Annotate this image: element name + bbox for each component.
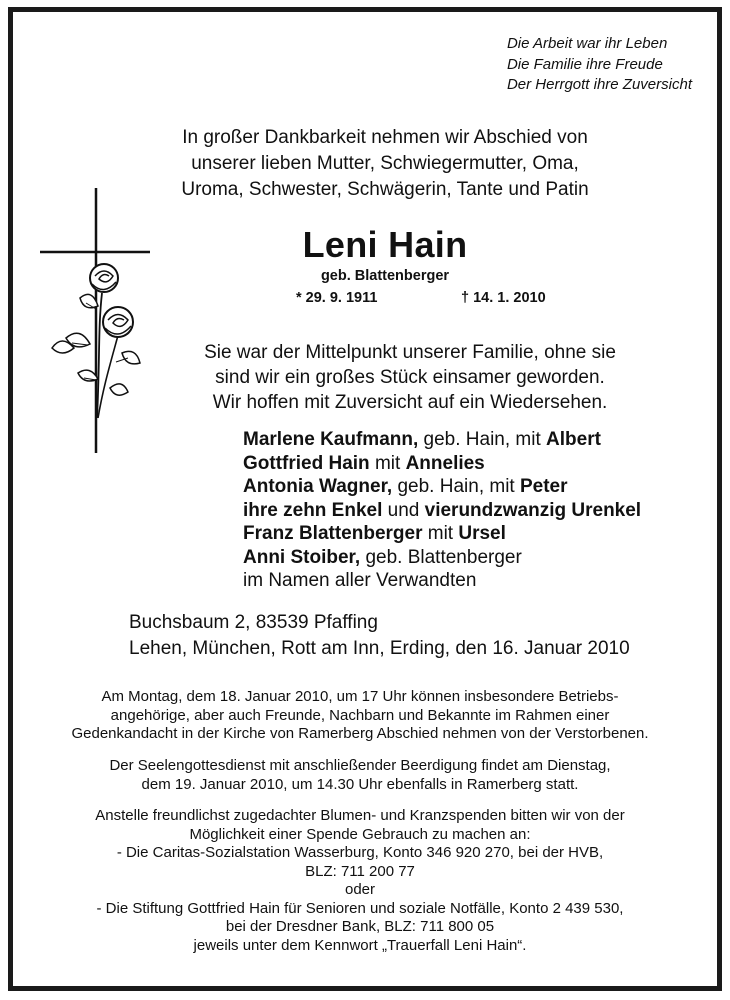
notice-line: Anstelle freundlichst zugedachter Blumen- und Kranzspenden bitten wir von der bbox=[95, 807, 625, 824]
maiden-name: geb. Blattenberger bbox=[320, 268, 450, 284]
mourner-note: geb. Hain, mit bbox=[418, 429, 547, 450]
mourner-name: Peter bbox=[519, 476, 568, 497]
quote-line: Wir hoffen mit Zuversicht auf ein Wiedersehen. bbox=[212, 392, 608, 413]
intro-line: unserer lieben Mutter, Schwiegermutter, Oma, bbox=[191, 153, 579, 174]
mourner-row bbox=[243, 428, 641, 452]
deceased-name: Leni Hain bbox=[302, 224, 468, 265]
notice-line: bei der Dresdner Bank, BLZ: 711 800 05 bbox=[225, 918, 495, 935]
motto-line: Die Familie ihre Freude bbox=[506, 55, 663, 73]
mourner-note: mit bbox=[369, 452, 406, 474]
mourner-name: ihre zehn Enkel bbox=[243, 499, 383, 521]
mourner-note: mit bbox=[422, 523, 459, 544]
mourner-name: Annelies bbox=[405, 452, 485, 474]
mourners-list bbox=[243, 428, 641, 593]
motto-line: Die Arbeit war ihr Leben bbox=[506, 35, 668, 52]
quote-line: Sie war der Mittelpunkt unserer Familie, ohne sie bbox=[204, 342, 616, 363]
mourner-name: Gottfried Hain bbox=[243, 452, 370, 474]
donation-notice bbox=[30, 807, 690, 955]
mourner-note: geb. Blattenberger bbox=[360, 546, 522, 568]
cross-with-roses-icon bbox=[40, 188, 152, 453]
mourner-note: geb. Hain, mit bbox=[392, 476, 520, 497]
birth-date: * 29. 9. 1911 bbox=[296, 290, 378, 306]
notice-line: jeweils unter dem Kennwort „Trauerfall Leni Hain“. bbox=[193, 936, 527, 954]
mourner-name: Antonia Wagner, bbox=[243, 476, 393, 497]
mourner-name: Ursel bbox=[458, 523, 506, 544]
motto-line: Der Herrgott ihre Zuversicht bbox=[506, 76, 692, 93]
motto bbox=[507, 34, 692, 96]
quote-line: sind wir ein großes Stück einsamer geworden. bbox=[215, 367, 605, 388]
intro-text bbox=[150, 125, 620, 203]
mourner-row bbox=[243, 475, 641, 499]
mourner-name: vierundzwanzig Urenkel bbox=[424, 499, 642, 521]
notice-line: Gedenkandacht in der Kirche von Ramerberg Abschied nehmen von der Verstorbenen. bbox=[71, 725, 649, 742]
mourner-name: Albert bbox=[546, 429, 601, 450]
notice-line: angehörige, aber auch Freunde, Nachbarn und Bekannte im Rahmen einer bbox=[110, 706, 610, 724]
notice-line: BLZ: 711 200 77 bbox=[305, 862, 415, 880]
notice-line: Möglichkeit einer Spende Gebrauch zu machen an: bbox=[189, 825, 531, 843]
notice-line: - Die Stiftung Gottfried Hain für Senioren und soziale Notfälle, Konto 2 439 530, bbox=[96, 899, 624, 917]
mourner-name: Franz Blattenberger bbox=[243, 523, 423, 544]
notice-line: oder bbox=[344, 881, 376, 898]
address: Buchsbaum 2, 83539 Pfaffing bbox=[129, 612, 378, 633]
mourner-name: Anni Stoiber, bbox=[243, 546, 361, 568]
notice-line: Am Montag, dem 18. Januar 2010, um 17 Uhr können insbesondere Betriebs- bbox=[101, 688, 619, 705]
mourner-row bbox=[243, 499, 641, 523]
dateline: Lehen, München, Rott am Inn, Erding, den 16. Januar 2010 bbox=[129, 638, 630, 659]
mourner-name: Marlene Kaufmann, bbox=[243, 429, 419, 450]
memorial-quote bbox=[150, 340, 670, 415]
mourner-note: und bbox=[382, 499, 425, 521]
funeral-notice bbox=[30, 757, 690, 794]
mourner-row: im Namen aller Verwandten bbox=[243, 570, 477, 591]
address-block bbox=[129, 610, 630, 662]
mourner-row bbox=[243, 522, 641, 546]
intro-line: In großer Dankbarkeit nehmen wir Abschied von bbox=[182, 127, 588, 148]
death-date: † 14. 1. 2010 bbox=[461, 290, 546, 306]
intro-line: Uroma, Schwester, Schwägerin, Tante und Patin bbox=[181, 179, 589, 200]
notice-line: Der Seelengottesdienst mit anschließender Beerdigung findet am Dienstag, bbox=[109, 757, 611, 774]
notice-line: - Die Caritas-Sozialstation Wasserburg, Konto 346 920 270, bei der HVB, bbox=[116, 844, 604, 861]
memorial-service-notice bbox=[30, 688, 690, 744]
notice-line: dem 19. Januar 2010, um 14.30 Uhr ebenfalls in Ramerberg statt. bbox=[141, 775, 579, 793]
mourner-row bbox=[243, 546, 641, 570]
mourner-row bbox=[243, 452, 641, 476]
